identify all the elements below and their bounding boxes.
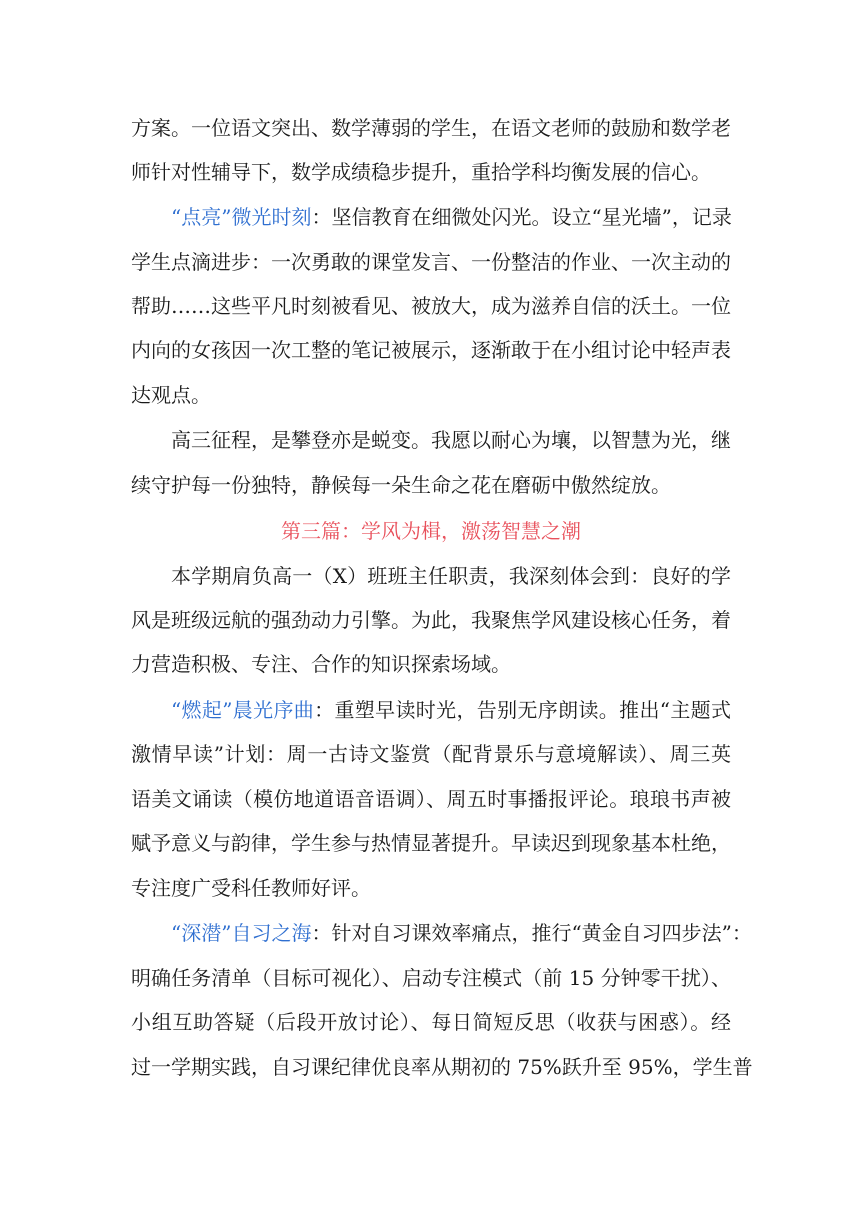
p2-line-3: 帮助……这些平凡时刻被看见、被放大，成为滋养自信的沃土。一位 <box>131 294 731 318</box>
p5-line-1 <box>171 690 731 730</box>
p6-line-3: 小组互助答疑（后段开放讨论）、每日简短反思（收获与困惑）。经 <box>131 1010 731 1034</box>
p2-highlight: “点亮”微光时刻 <box>171 205 312 229</box>
p3-line-2: 续守护每一份独特，静候每一朵生命之花在磨砺中傲然绽放。 <box>131 473 671 497</box>
p6-line-1-rest: ：针对自习课效率痛点，推行“黄金自习四步法”： <box>311 921 752 945</box>
p5-line-2: 激情早读”计划：周一古诗文鉴赏（配背景乐与意境解读）、周三英 <box>131 742 731 766</box>
p4-line-2: 风是班级远航的强劲动力引擎。为此，我聚焦学风建设核心任务，着 <box>131 608 731 632</box>
p2-line-1 <box>171 197 731 237</box>
p4-line-1: 本学期肩负高一（X）班班主任职责，我深刻体会到：良好的学 <box>171 564 731 588</box>
p6-line-2: 明确任务清单（目标可视化）、启动专注模式（前 15 分钟零干扰）、 <box>131 966 731 990</box>
p6-line-4: 过一学期实践，自习课纪律优良率从期初的 75%跃升至 95%，学生普 <box>131 1055 753 1079</box>
p5-line-4: 赋予意义与韵律，学生参与热情显著提升。早读迟到现象基本杜绝， <box>131 831 731 855</box>
p2-line-5: 达观点。 <box>131 383 211 407</box>
p2-line-1-rest: ：坚信教育在细微处闪光。设立“星光墙”，记录 <box>311 205 732 229</box>
p6-line-1 <box>171 913 752 953</box>
p5-line-5: 专注度广受科任教师好评。 <box>131 876 371 900</box>
p2-line-2: 学生点滴进步：一次勇敢的课堂发言、一份整洁的作业、一次主动的 <box>131 250 731 274</box>
p5-line-1-rest: ：重塑早读时光，告别无序朗读。推出“主题式 <box>314 698 732 722</box>
p5-highlight: “燃起”晨光序曲 <box>171 698 315 722</box>
p6-highlight: “深潜”自习之海 <box>171 921 312 945</box>
p5-line-3: 语美文诵读（模仿地道语音语调）、周五时事播报评论。琅琅书声被 <box>131 787 731 811</box>
p3-line-1: 高三征程，是攀登亦是蜕变。我愿以耐心为壤，以智慧为光，继 <box>171 428 731 452</box>
p1-line-2: 师针对性辅导下，数学成绩稳步提升，重拾学科均衡发展的信心。 <box>131 160 711 184</box>
p1-line-1: 方案。一位语文突出、数学薄弱的学生，在语文老师的鼓励和数学老 <box>131 116 731 140</box>
p2-line-4: 内向的女孩因一次工整的笔记被展示，逐渐敢于在小组讨论中轻声表 <box>131 338 731 362</box>
p4-line-3: 力营造积极、专注、合作的知识探索场域。 <box>131 652 511 676</box>
section-heading: 第三篇：学风为楫，激荡智慧之潮 <box>281 519 581 543</box>
